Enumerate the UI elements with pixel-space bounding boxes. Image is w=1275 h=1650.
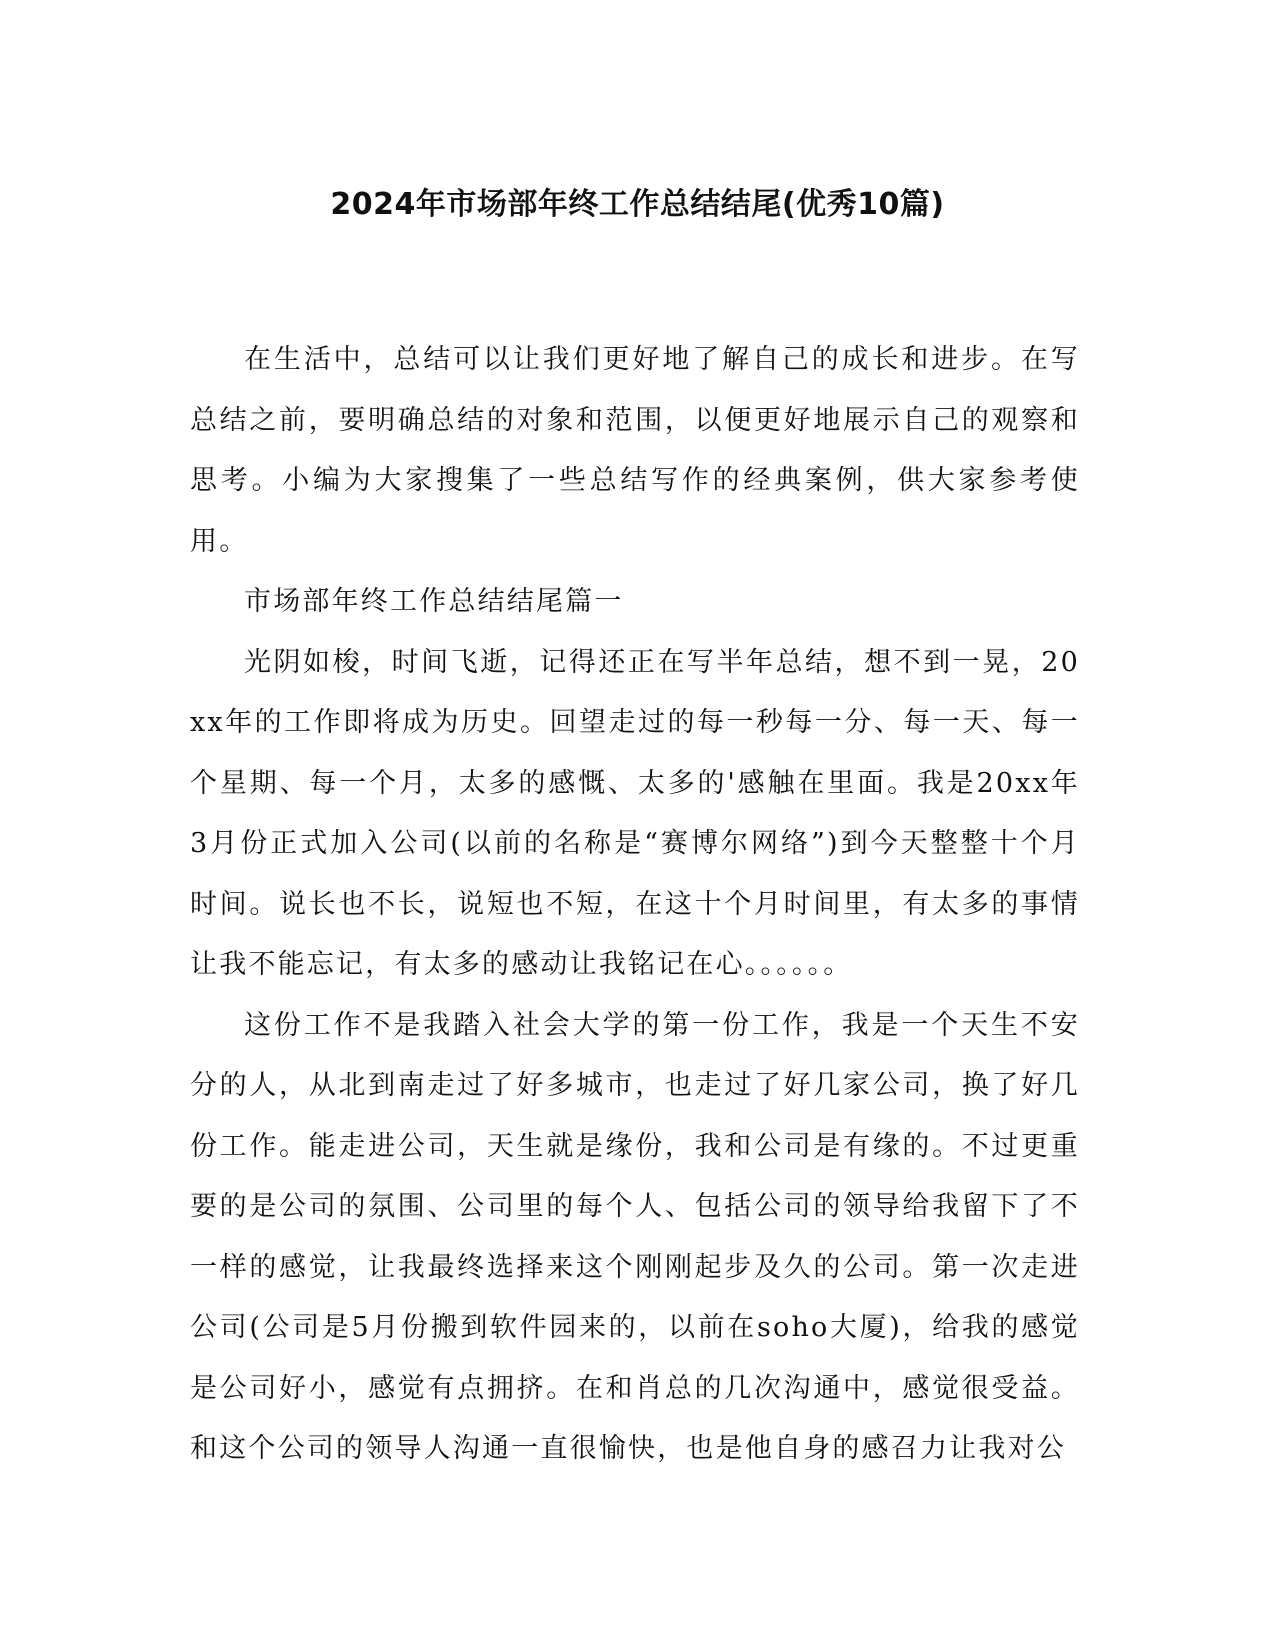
body-paragraph: 这份工作不是我踏入社会大学的第一份工作，我是一个天生不安分的人，从北到南走过了好多城市，也走过了好几家公司，换了好几份工作。能走进公司，天生就是缘份，我和公司是有缘的。不过更重要的是公司的氛围、公司里的每个人、包括公司的领导给我留下了不一样的感觉，让我最终选择来这个刚刚起步及久的公司。第一次走进公司(公司是5月份搬到软件园来的，以前在soho大厦)，给我的感觉是公司好小，感觉有点拥挤。在和肖总的几次沟通中，感觉很受益。和这个公司的领导人沟通一直很愉快，也是他自身的感召力让我对公 [190, 1009, 1080, 1464]
intro-paragraph: 在生活中，总结可以让我们更好地了解自己的成长和进步。在写总结之前，要明确总结的对象和范围，以便更好地展示自己的观察和思考。小编为大家搜集了一些总结写作的经典案例，供大家参考使用。 [190, 344, 1080, 557]
section-heading: 市场部年终工作总结结尾篇一 [244, 586, 624, 617]
document-title: 2024年市场部年终工作总结结尾(优秀10篇) [330, 187, 945, 222]
document-body [190, 330, 1080, 1480]
body-paragraph: 光阴如梭，时间飞逝，记得还正在写半年总结，想不到一晃，20xx年的工作即将成为历史。回望走过的每一秒每一分、每一天、每一个星期、每一个月，太多的感慨、太多的'感触在里面。我是20xx年3月份正式加入公司(以前的名称是“赛博尔网络”)到今天整整十个月时间。说长也不长，说短也不短，在这十个月时间里，有太多的事情让我不能忘记，有太多的感动让我铭记在心。。。。。。 [190, 646, 1080, 980]
